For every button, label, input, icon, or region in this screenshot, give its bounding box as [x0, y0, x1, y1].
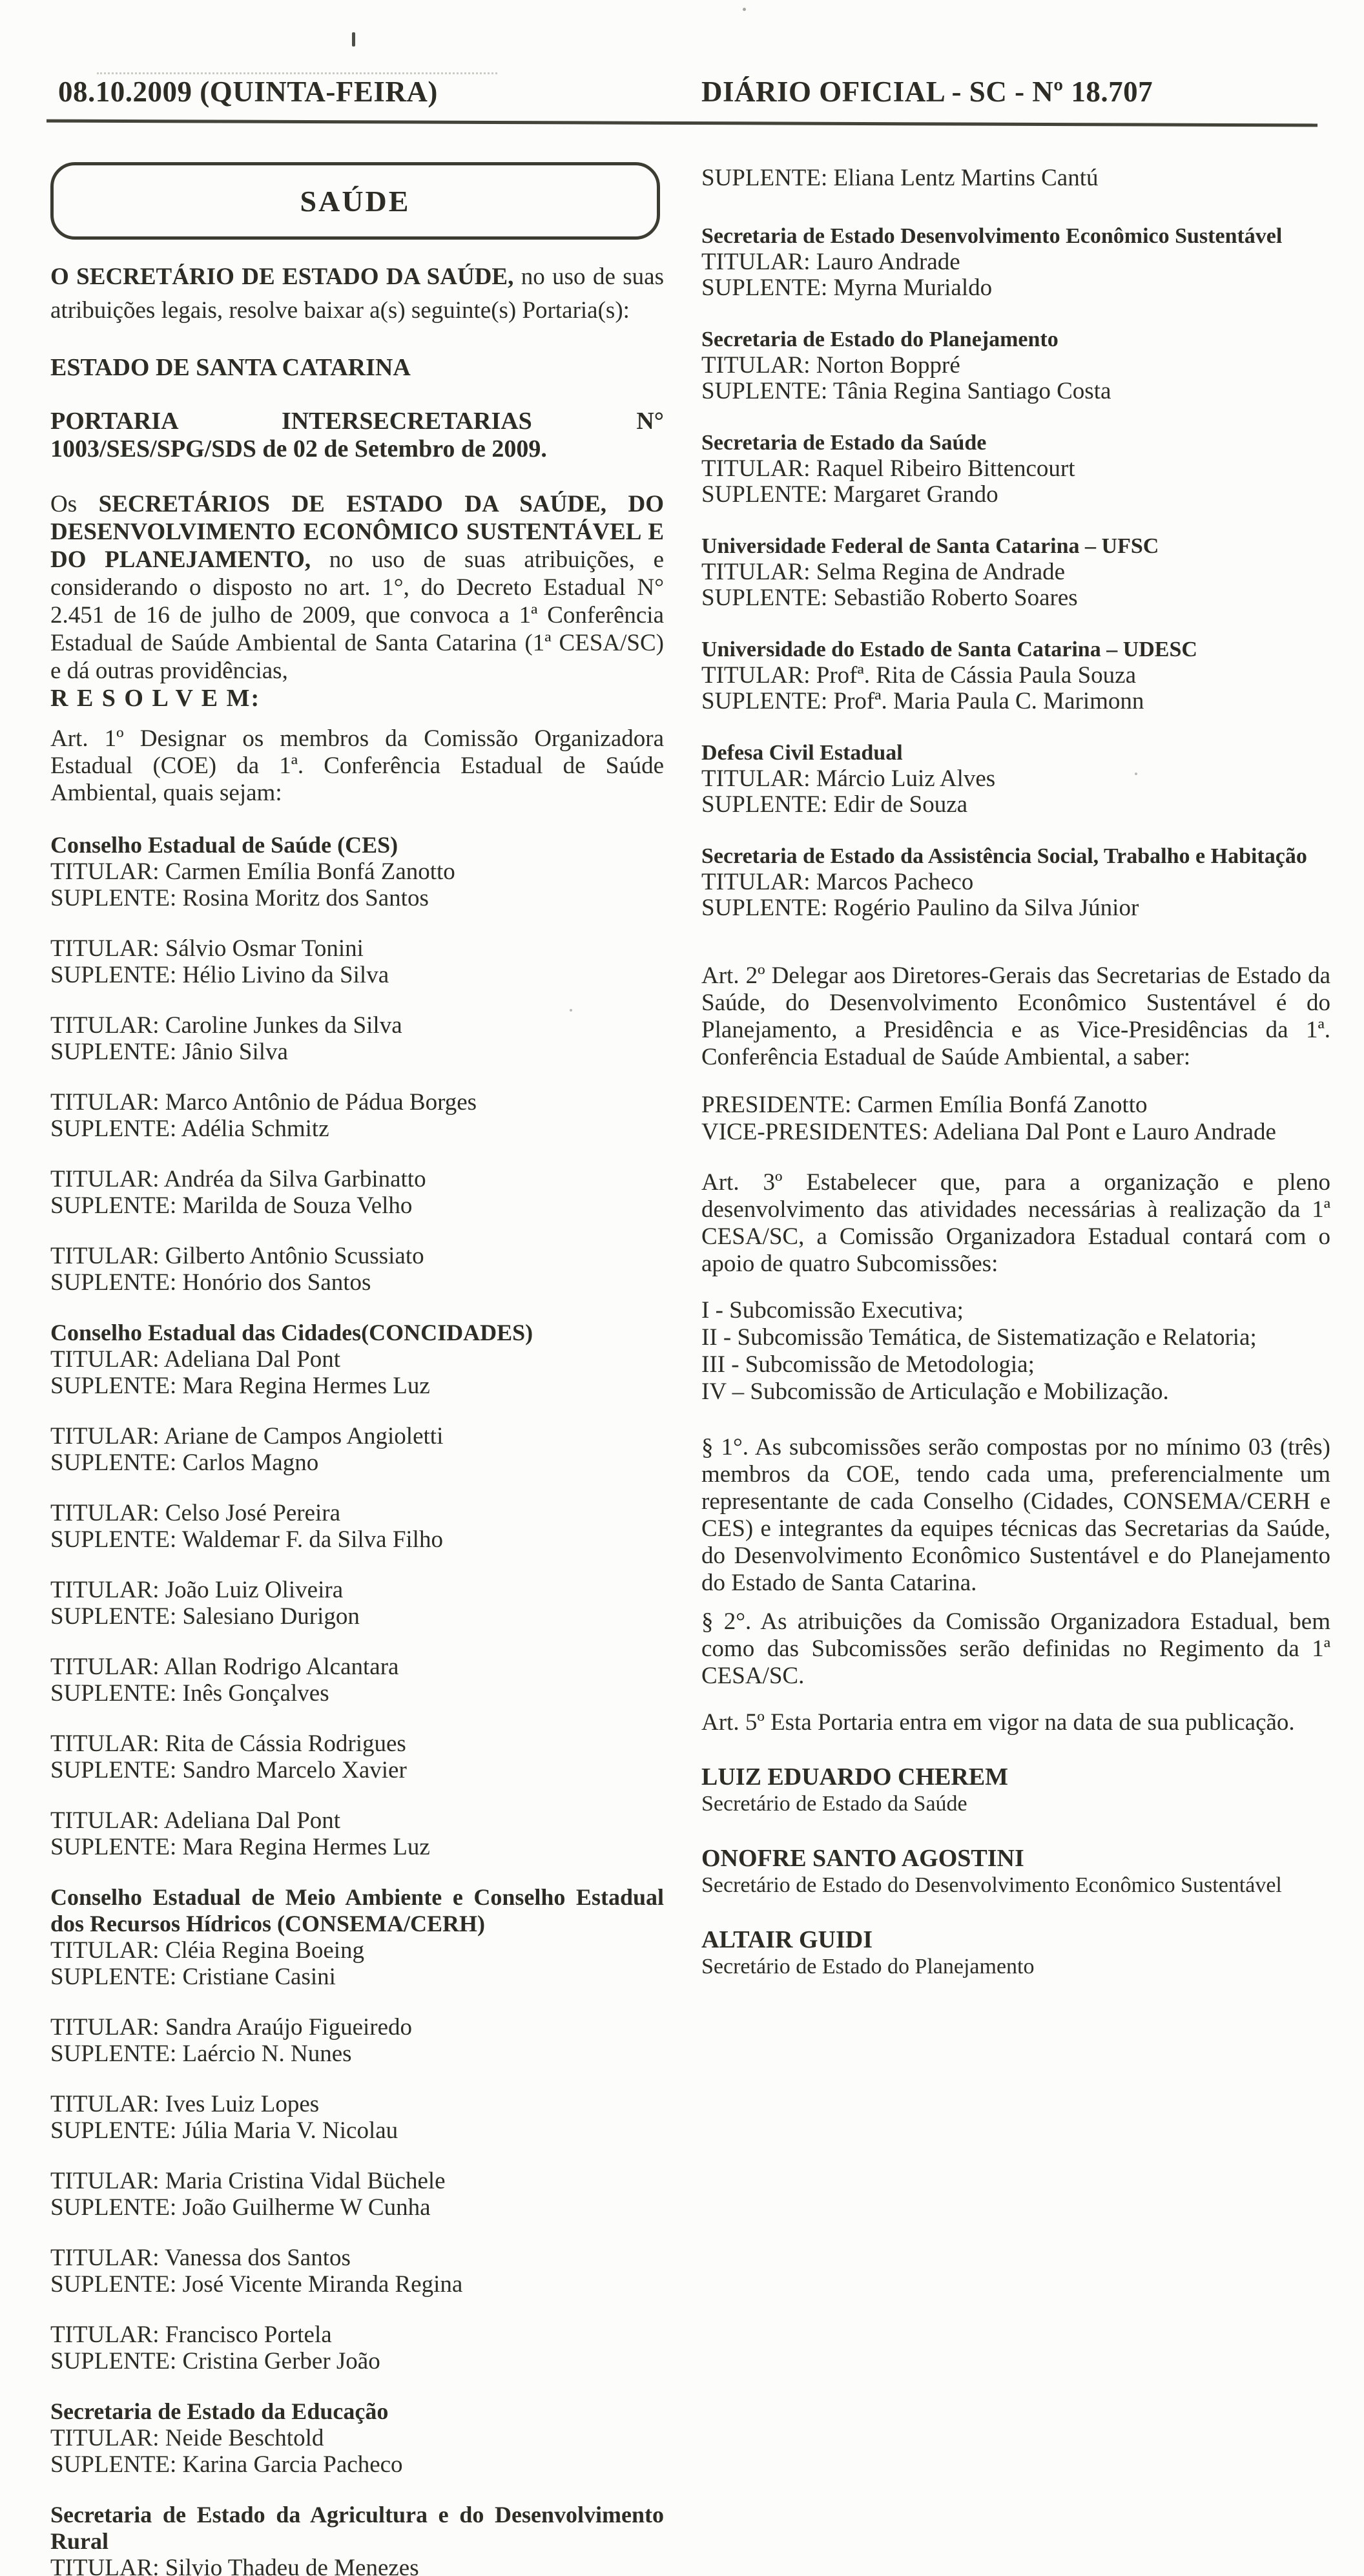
right-member-groups [701, 223, 1330, 921]
paragraph-2: § 2°. As atribuições da Comissão Organizadora Estadual, bem como das Subcomissões serão definidas no Regimento da 1ª CESA/SC. [701, 1608, 1330, 1689]
signature-block [701, 1845, 1330, 1899]
signature-role: Secretário de Estado do Planejamento [701, 1955, 1035, 1979]
member-pair [50, 1807, 664, 1860]
suplente-line: SUPLENTE: Marilda de Souza Velho [50, 1192, 413, 1219]
titular-line: TITULAR: Norton Boppré [701, 352, 960, 379]
signature-name: ONOFRE SANTO AGOSTINI [701, 1845, 1024, 1872]
group-heading: Secretaria de Estado Desenvolvimento Econômico Sustentável [701, 224, 1283, 248]
titular-line: TITULAR: Ives Luiz Lopes [50, 2091, 320, 2117]
member-pair [50, 2168, 664, 2221]
group-heading: Secretaria de Estado do Planejamento [701, 327, 1059, 351]
art5-paragraph: Art. 5º Esta Portaria entra em vigor na data de sua publicação. [701, 1709, 1295, 1736]
titular-line: TITULAR: Cléia Regina Boeing [50, 1937, 365, 1964]
member-pair [701, 663, 1330, 714]
suplente-line: SUPLENTE: Margaret Grando [701, 481, 998, 508]
suplente-line: SUPLENTE: Karina Garcia Pacheco [50, 2451, 403, 2478]
titular-line: TITULAR: Adeliana Dal Pont [50, 1346, 341, 1373]
preamble-prefix-text: Os [50, 491, 99, 517]
member-group [701, 534, 1330, 611]
member-group [50, 1884, 664, 2374]
titular-line: TITULAR: Silvio Thadeu de Menezes [50, 2555, 419, 2576]
group-heading: Conselho Estadual das Cidades(CONCIDADES) [50, 1320, 533, 1345]
member-group [701, 327, 1330, 404]
signature-name: ALTAIR GUIDI [701, 1926, 873, 1953]
group-heading: Conselho Estadual de Saúde (CES) [50, 832, 398, 858]
member-pair [50, 858, 664, 911]
member-pair [50, 1937, 664, 1990]
group-heading: Conselho Estadual de Meio Ambiente e Conselho Estadual dos Recursos Hídricos (CONSEMA/CERH) [50, 1884, 664, 1937]
member-pair [50, 935, 664, 988]
suplente-line: SUPLENTE: Honório dos Santos [50, 1269, 371, 1296]
member-pair [701, 456, 1330, 508]
subcommission-item: I - Subcomissão Executiva; [701, 1297, 964, 1324]
portaria-heading: PORTARIA INTERSECRETARIAS N° 1003/SES/SPG/SDS de 02 de Setembro de 2009. [50, 408, 664, 462]
member-group [701, 844, 1330, 921]
titular-line: TITULAR: Andréa da Silva Garbinatto [50, 1166, 426, 1192]
section-box [50, 162, 660, 240]
section-box-label: SAÚDE [300, 184, 411, 218]
member-pair [50, 2245, 664, 2298]
scan-noise-dot [743, 8, 746, 11]
resolvem-heading: R E S O L V E M: [50, 685, 261, 712]
titular-line: TITULAR: Selma Regina de Andrade [701, 559, 1066, 585]
suplente-line: SUPLENTE: Sebastião Roberto Soares [701, 585, 1078, 611]
suplente-line: SUPLENTE: Hélio Livino da Silva [50, 962, 389, 988]
titular-line: TITULAR: Sandra Araújo Figueiredo [50, 2014, 413, 2041]
titular-line: TITULAR: Rita de Cássia Rodrigues [50, 1730, 406, 1757]
member-pair [701, 869, 1330, 921]
member-group [50, 2398, 664, 2478]
suplente-line: SUPLENTE: Tânia Regina Santiago Costa [701, 378, 1111, 404]
suplente-line: SUPLENTE: Rosina Moritz dos Santos [50, 885, 429, 911]
header-title: DIÁRIO OFICIAL - SC - Nº 18.707 [701, 76, 1153, 108]
titular-line: TITULAR: Maria Cristina Vidal Büchele [50, 2168, 446, 2194]
signature-block [701, 1926, 1330, 1980]
subcommissions-list [701, 1297, 1330, 1406]
left-member-groups [50, 832, 664, 2576]
header-date: 08.10.2009 (QUINTA-FEIRA) [58, 76, 438, 108]
suplente-line: SUPLENTE: Inês Gonçalves [50, 1680, 329, 1707]
member-pair [701, 353, 1330, 404]
subcommission-item: III - Subcomissão de Metodologia; [701, 1351, 1035, 1378]
suplente-line: SUPLENTE: Adélia Schmitz [50, 1116, 329, 1142]
subcommission-item: IV – Subcomissão de Articulação e Mobilização. [701, 1378, 1169, 1405]
member-pair [50, 1089, 664, 1142]
scan-noise-row [97, 72, 497, 74]
suplente-line: SUPLENTE: Jânio Silva [50, 1039, 288, 1065]
titular-line: TITULAR: João Luiz Oliveira [50, 1577, 344, 1603]
titular-line: TITULAR: Raquel Ribeiro Bittencourt [701, 455, 1075, 482]
titular-line: TITULAR: Gilberto Antônio Scussiato [50, 1243, 424, 1269]
signatures [701, 1763, 1330, 1980]
titular-line: TITULAR: Profª. Rita de Cássia Paula Souza [701, 662, 1137, 689]
suplente-line: SUPLENTE: Mara Regina Hermes Luz [50, 1834, 430, 1860]
group-heading: Secretaria de Estado da Agricultura e do Desenvolvimento Rural [50, 2502, 664, 2554]
orphan-suplente-line: SUPLENTE: Eliana Lentz Martins Cantú [701, 165, 1099, 191]
subcommission-item: II - Subcomissão Temática, de Sistematização e Relatoria; [701, 1324, 1257, 1351]
suplente-line: SUPLENTE: Júlia Maria V. Nicolau [50, 2117, 398, 2144]
member-pair [50, 1346, 664, 1399]
preamble-bold-text: SECRETÁRIOS DE ESTADO DA SAÚDE, DO DESENVOLVIMENTO ECONÔMICO SUSTENTÁVEL E DO PLANEJAMENTO, [50, 491, 665, 573]
member-group [701, 637, 1330, 714]
member-pair [50, 2014, 664, 2067]
suplente-line: SUPLENTE: Cristiane Casini [50, 1964, 336, 1990]
member-pair [701, 766, 1330, 818]
intro-rest-text: no uso de suas atribuições legais, resolve baixar a(s) seguinte(s) Portaria(s): [50, 264, 664, 324]
suplente-line: SUPLENTE: Salesiano Durigon [50, 1603, 360, 1630]
left-column [50, 155, 664, 2576]
suplente-line: SUPLENTE: Waldemar F. da Silva Filho [50, 1526, 443, 1553]
group-heading: Secretaria de Estado da Saúde [701, 431, 987, 455]
group-heading: Secretaria de Estado da Assistência Social, Trabalho e Habitação [701, 844, 1307, 868]
titular-line: TITULAR: Neide Beschtold [50, 2425, 324, 2451]
titular-line: TITULAR: Sálvio Osmar Tonini [50, 935, 364, 962]
titular-line: TITULAR: Ariane de Campos Angioletti [50, 1423, 444, 1449]
titular-line: TITULAR: Francisco Portela [50, 2322, 332, 2348]
group-heading: Universidade Federal de Santa Catarina – UFSC [701, 534, 1159, 558]
suplente-line: SUPLENTE: Carlos Magno [50, 1449, 319, 1476]
titular-line: TITULAR: Caroline Junkes da Silva [50, 1012, 402, 1039]
presidente-line: PRESIDENTE: Carmen Emília Bonfá Zanotto [701, 1092, 1148, 1118]
member-pair [50, 1166, 664, 1219]
titular-line: TITULAR: Márcio Luiz Alves [701, 765, 996, 792]
titular-line: TITULAR: Vanessa dos Santos [50, 2245, 351, 2271]
member-pair [701, 559, 1330, 611]
member-pair [50, 1423, 664, 1476]
group-heading: Universidade do Estado de Santa Catarina – UDESC [701, 638, 1197, 661]
header-rule [46, 119, 1318, 127]
member-pair [50, 2091, 664, 2144]
member-pair [50, 1243, 664, 1296]
signature-role: Secretário de Estado do Desenvolvimento Econômico Sustentável [701, 1873, 1282, 1897]
titular-line: TITULAR: Carmen Emília Bonfá Zanotto [50, 858, 455, 885]
member-pair [50, 2425, 664, 2478]
titular-line: TITULAR: Celso José Pereira [50, 1500, 341, 1526]
suplente-line: SUPLENTE: Cristina Gerber João [50, 2348, 380, 2374]
titular-line: TITULAR: Allan Rodrigo Alcantara [50, 1654, 399, 1680]
suplente-line: SUPLENTE: Myrna Murialdo [701, 275, 993, 301]
preamble-paragraph [50, 490, 664, 685]
suplente-line: SUPLENTE: João Guilherme W Cunha [50, 2194, 431, 2221]
member-pair [50, 2322, 664, 2374]
group-heading: Defesa Civil Estadual [701, 741, 903, 765]
member-group [50, 832, 664, 1296]
signature-block [701, 1763, 1330, 1818]
suplente-line: SUPLENTE: Profª. Maria Paula C. Marimonn [701, 688, 1144, 714]
estado-heading: ESTADO DE SANTA CATARINA [50, 354, 411, 381]
intro-bold-text: O SECRETÁRIO DE ESTADO DA SAÚDE, [50, 264, 514, 290]
suplente-line: SUPLENTE: Mara Regina Hermes Luz [50, 1373, 430, 1399]
art2-paragraph: Art. 2º Delegar aos Diretores-Gerais das Secretarias de Estado da Saúde, do Desenvolvimento Econômico Sustentável é do Planejamento, a Presidência e as Vice-Presidências da 1ª. Conferência Estadual de Saúde Ambiental, a saber: [701, 962, 1330, 1070]
member-pair [50, 2555, 664, 2576]
scan-noise-tick [352, 32, 355, 47]
titular-line: TITULAR: Adeliana Dal Pont [50, 1807, 341, 1834]
titular-line: TITULAR: Marcos Pacheco [701, 869, 974, 895]
preamble-rest-text: no uso de suas atribuições, e considerando o disposto no art. 1°, do Decreto Estadual N° 2.451 de 16 de julho de 2009, que convoca a 1ª Conferência Estadual de Saúde Ambiental de Santa Catarina (1ª CESA/SC) e dá outras providências, [50, 546, 664, 684]
titular-line: TITULAR: Lauro Andrade [701, 249, 960, 275]
suplente-line: SUPLENTE: Sandro Marcelo Xavier [50, 1757, 407, 1783]
right-column [701, 155, 1330, 1980]
signature-name: LUIZ EDUARDO CHEREM [701, 1763, 1009, 1791]
signature-role: Secretário de Estado da Saúde [701, 1792, 967, 1816]
suplente-line: SUPLENTE: Rogério Paulino da Silva Júnior [701, 895, 1139, 921]
member-pair [50, 1012, 664, 1065]
member-pair [50, 1654, 664, 1707]
suplente-line: SUPLENTE: Edir de Souza [701, 791, 968, 818]
art1-paragraph: Art. 1º Designar os membros da Comissão Organizadora Estadual (COE) da 1ª. Conferência Estadual de Saúde Ambiental, quais sejam: [50, 725, 664, 806]
titular-line: TITULAR: Marco Antônio de Pádua Borges [50, 1089, 477, 1116]
member-pair [50, 1730, 664, 1783]
member-pair [50, 1500, 664, 1553]
member-group [701, 430, 1330, 508]
presidency-block [701, 1092, 1330, 1146]
member-pair [701, 249, 1330, 301]
group-heading: Secretaria de Estado da Educação [50, 2398, 389, 2424]
intro-paragraph [50, 260, 664, 327]
member-group [701, 740, 1330, 818]
member-pair [50, 1577, 664, 1630]
vice-presidentes-line: VICE-PRESIDENTES: Adeliana Dal Pont e Lauro Andrade [701, 1119, 1276, 1145]
art3-paragraph: Art. 3º Estabelecer que, para a organização e pleno desenvolvimento das atividades necessárias à realização da 1ª CESA/SC, a Comissão Organizadora Estadual contará com o apoio de quatro Subcomissões: [701, 1169, 1330, 1277]
member-group [50, 2502, 664, 2576]
suplente-line: SUPLENTE: José Vicente Miranda Regina [50, 2271, 463, 2298]
member-group [50, 1320, 664, 1860]
paragraph-1: § 1°. As subcomissões serão compostas por no mínimo 03 (três) membros da COE, tendo cada uma, preferencialmente um representante de cada Conselho (Cidades, CONSEMA/CERH e CES) e integrantes da equipes técnicas das Secretarias da Saúde, do Desenvolvimento Econômico Sustentável e do Planejamento do Estado de Santa Catarina. [701, 1434, 1330, 1596]
member-group [701, 223, 1330, 301]
suplente-line: SUPLENTE: Laércio N. Nunes [50, 2041, 352, 2067]
